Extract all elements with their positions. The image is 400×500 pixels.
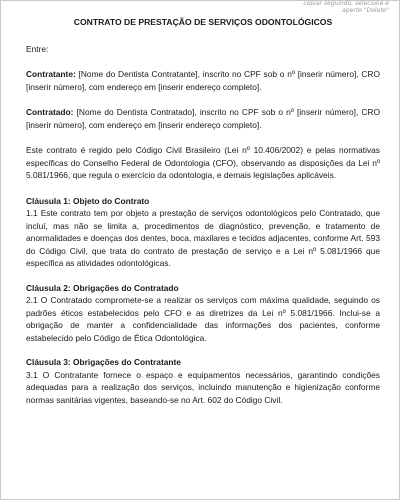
document-body [26,16,380,406]
clause-1-title: Cláusula 1: Objeto do Contrato [26,195,150,206]
preamble-paragraph: Este contrato é regido pelo Código Civil Brasileiro (Lei nº 10.406/2002) e pelas normativas específicas do Conselho Federal de Odontologia (CFO), observando as disposições da Lei nº 5.081/1966, que regula o exercício da odontologia, e demais legislações aplicáveis. [26,145,380,180]
contratado-label: Contratado: [26,107,74,117]
clause-2-title: Cláusula 2: Obrigações do Contratado [26,282,179,293]
clause-3-text: 3.1 O Contratante fornece o espaço e equipamentos necessários, garantindo condições adequadas para a realização dos serviços, incluindo manutenção e higienização conforme normas sanitárias vigentes, baseando-se no Art. 602 do Código Civil. [26,369,380,405]
watermark-note: copiar seguindo, selecione e aperte "Delete" [303,0,389,14]
intro-text: Entre: [26,43,49,54]
contratado-text: [Nome do Dentista Contratado], inscrito no CPF sob o nº [inserir número], CRO [inserir número], com endereço em [inserir endereço completo]. [26,107,380,130]
contratante-paragraph [26,68,380,93]
contratante-text: [Nome do Dentista Contratante], inscrito no CPF sob o nº [inserir número], CRO [inserir número], com endereço em [inserir endereço completo]. [26,69,380,92]
document-title: CONTRATO DE PRESTAÇÃO DE SERVIÇOS ODONTOLÓGICOS [73,17,333,27]
contratante-label: Contratante: [26,69,76,79]
clause-1-text: 1.1 Este contrato tem por objeto a prestação de serviços odontológicos pelo Contratado, que incluí, mas não se limita a, procedimentos de diagnóstico, prevenção, e tratamento de anormalidades e doenças dos dentes, boca, maxilares e tecidos adjacentes, conforme Art. 593 do Código Civil, que trata do contrato de prestação de serviço e a Lei nº 5.081/1966 que especifica as atividades odontológicas. [26,208,380,268]
clause-2-text: 2.1 O Contratado compromete-se a realizar os serviços com máxima qualidade, seguindo os padrões éticos estabelecidos pelo CFO e as diretrizes da Lei nº 5.081/1966. Inclui-se a obrigação de manter a confidencialidade das informações dos pacientes, conforme estabelecido pelo Código de Ética Odontológica. [26,295,380,343]
clause-3-title: Cláusula 3: Obrigações do Contratante [26,357,181,367]
contratado-paragraph [26,106,380,131]
